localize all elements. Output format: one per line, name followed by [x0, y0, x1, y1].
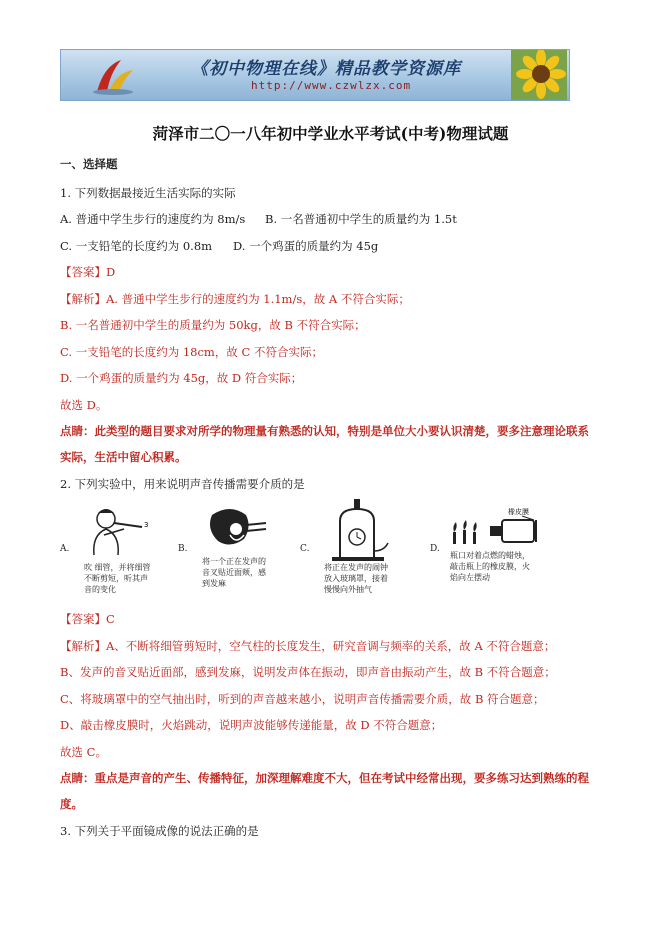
- svg-text:3: 3: [144, 521, 149, 529]
- q2-figure-a-label: A.: [60, 544, 70, 554]
- figure-c-bell-jar-icon: [326, 497, 392, 565]
- q2-analysis-line: D、敲击橡皮膜时，火焰跳动，说明声波能够传递能量，故 D 不符合题意；: [60, 718, 443, 732]
- q1-analysis-line: D. 一个鸡蛋的质量约为 45g，故 D 符合实际；: [60, 371, 303, 385]
- q1-option-b: B. 一名普通初中学生的质量约为 1.5t: [265, 212, 457, 226]
- q1-answer: 【答案】D: [60, 265, 116, 279]
- q1-option-c: C. 一支铅笔的长度约为 0.8m: [60, 239, 213, 253]
- q2-analysis-line: 【解析】A、不断将细管剪短时，空气柱的长度发生，研究音调与频率的关系，故 A 不符合题意；: [60, 639, 556, 653]
- document-title: 菏泽市二〇一八年初中学业水平考试(中考)物理试题: [152, 124, 509, 143]
- sunflower-icon: [511, 50, 567, 100]
- q1-analysis-line: B. 一名普通初中学生的质量约为 50kg，故 B 不符合实际；: [60, 318, 366, 332]
- q2-choice: 故选 C。: [60, 745, 107, 759]
- q2-analysis-line: B、发声的音叉贴近面部，感到发麻，说明发声体在振动，即声音由振动产生，故 B 不符合题意；: [60, 665, 556, 679]
- q2-tip-line: 度。: [60, 797, 83, 811]
- q2-figure-d-tag: 橡皮膜: [508, 508, 529, 516]
- figure-d-candle-bottle-icon: [450, 508, 544, 550]
- q1-option-a: A. 普通中学生步行的速度约为 8m/s: [60, 212, 246, 226]
- q2-analysis-line: C、将玻璃罩中的空气抽出时，听到的声音越来越小，说明声音传播需要介质，故 B 符合题意；: [60, 692, 545, 706]
- q2-figure-c-caption: 将正在发声的闹钟放入玻璃罩，接着慢慢向外抽气: [324, 563, 388, 594]
- site-logo-icon: [91, 56, 137, 96]
- figure-a-blowing-tube-icon: [84, 505, 152, 559]
- q1-analysis-line: 【解析】A. 普通中学生步行的速度约为 1.1m/s，故 A 不符合实际；: [60, 292, 410, 306]
- q1-stem: 1. 下列数据最接近生活实际的实际: [60, 186, 236, 200]
- header-banner: [60, 49, 570, 101]
- q1-option-d: D. 一个鸡蛋的质量约为 45g: [233, 239, 379, 253]
- q1-tip-line: 实际，生活中留心积累。: [60, 450, 187, 464]
- q2-figure-b-label: B.: [178, 544, 188, 554]
- q2-answer: 【答案】C: [60, 612, 115, 626]
- q1-analysis-line: C. 一支铅笔的长度约为 18cm，故 C 不符合实际；: [60, 345, 323, 359]
- q2-figure-d-caption: 瓶口对着点燃的蜡烛，敲击瓶上的橡皮膜，火焰向左摆动: [450, 551, 530, 582]
- q2-figure-d-label: D.: [430, 544, 440, 554]
- q3-stem: 3. 下列关于平面镜成像的说法正确的是: [60, 824, 259, 838]
- q1-choice: 故选 D。: [60, 398, 108, 412]
- q1-tip-line: 点睛：此类型的题目要求对所学的物理量有熟悉的认知，特别是单位大小要认识清楚，要多注意理论联系: [60, 424, 589, 438]
- section-heading: 一、选择题: [60, 157, 118, 171]
- q2-stem: 2. 下列实验中，用来说明声音传播需要介质的是: [60, 477, 305, 491]
- q2-figure-b-caption: 将一个正在发声的音叉贴近面颊，感到发麻: [202, 557, 266, 588]
- figure-b-tuning-fork-icon: [200, 505, 272, 555]
- q2-figure-a-caption: 吹 细管，并将细管不断剪短，听其声音的变化: [84, 563, 151, 594]
- banner-url: http://www.czwlzx.com: [251, 79, 412, 92]
- q2-figure-c-label: C.: [300, 544, 310, 554]
- banner-title: 《初中物理在线》精品教学资源库: [191, 59, 461, 79]
- q2-tip-line: 点睛：重点是声音的产生、传播特征，加深理解难度不大，但在考试中经常出现，要多练习达到熟练的程: [60, 771, 589, 785]
